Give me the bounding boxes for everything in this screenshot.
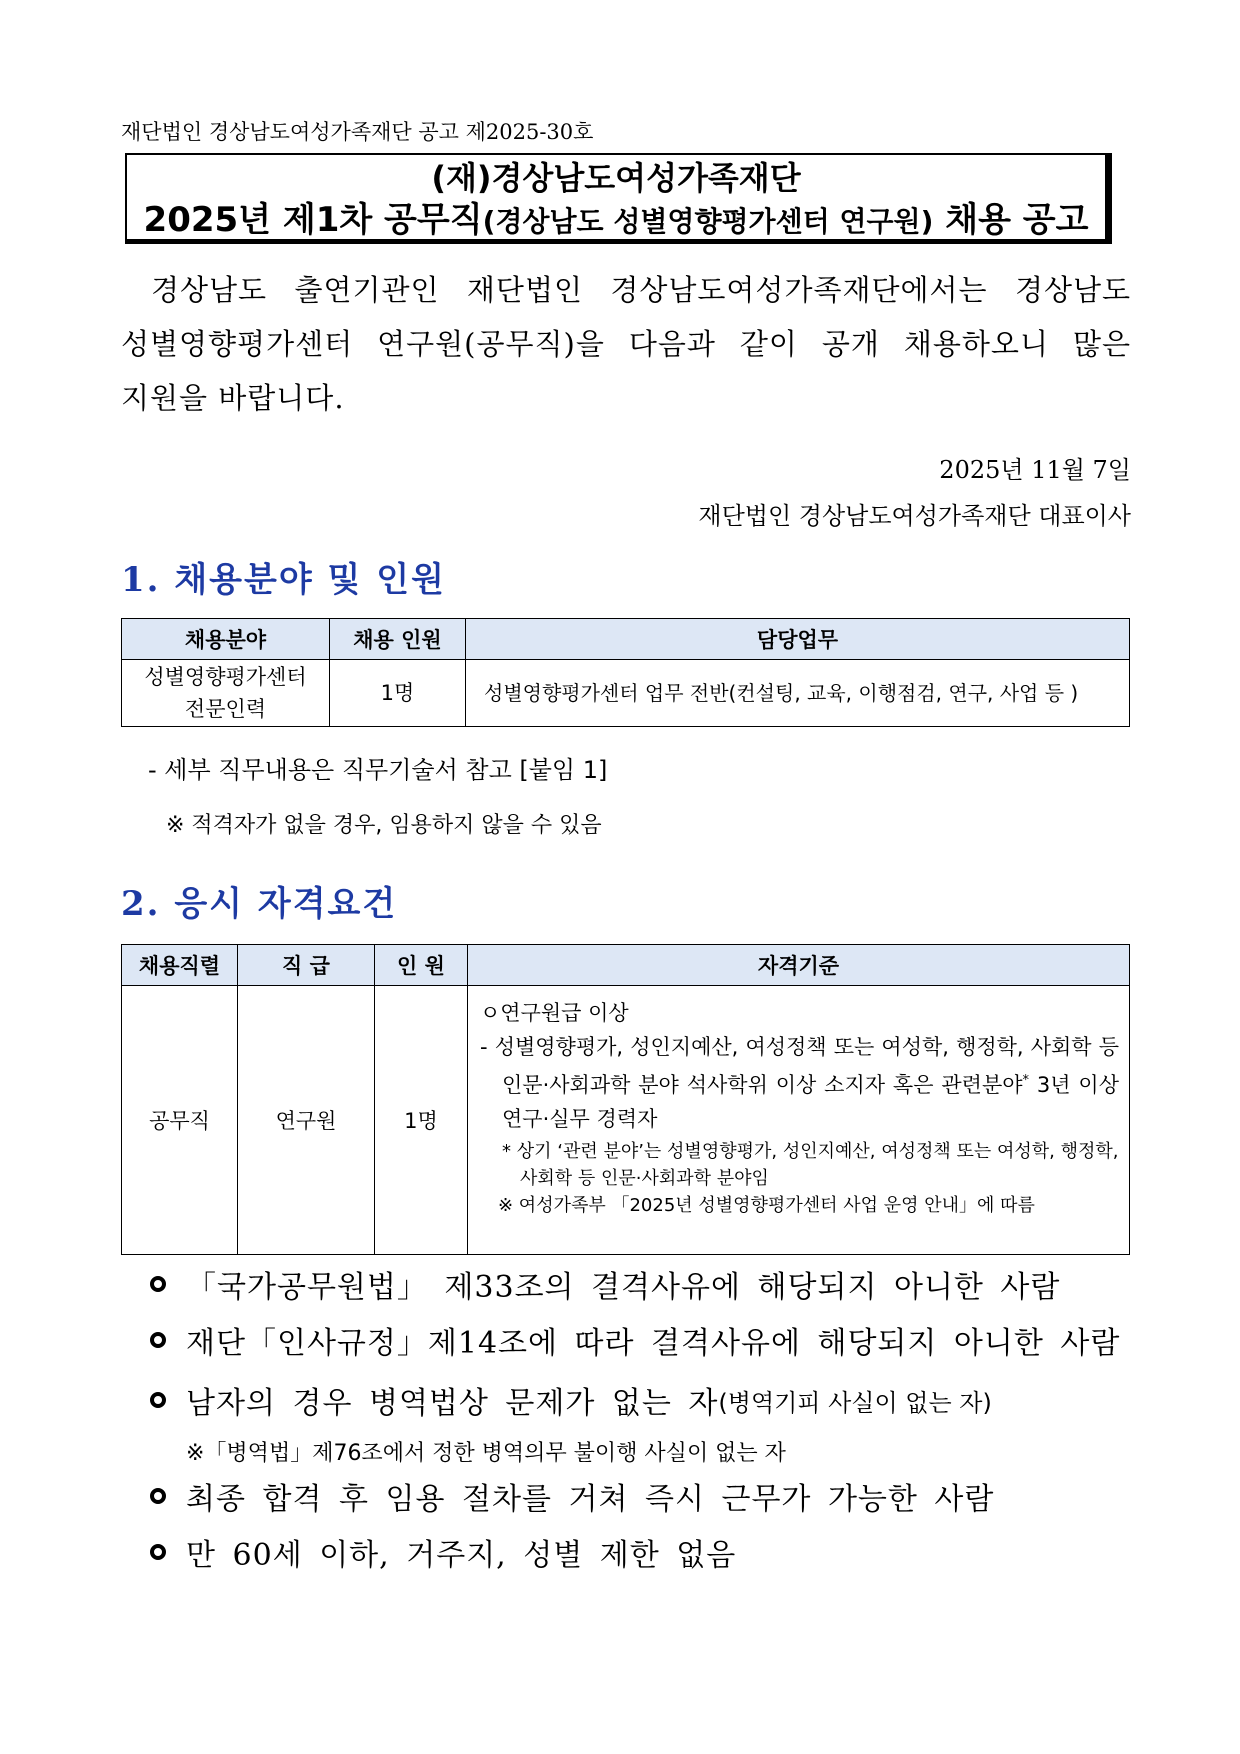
- title-box: [125, 153, 1112, 244]
- requirement-text: 재단「인사규정」제14조에 따라 결격사유에 해당되지 아니한 사람: [186, 1326, 1121, 1361]
- count-cell: 1명: [330, 660, 466, 727]
- circle-bullet-icon: [150, 1276, 166, 1292]
- series-cell: 공무직: [122, 986, 238, 1255]
- header-count: 채용 인원: [330, 619, 466, 660]
- circle-bullet-icon: [150, 1392, 166, 1408]
- notice-number: 재단법인 경상남도여성가족재단 공고 제2025-30호: [121, 120, 594, 144]
- signer: 재단법인 경상남도여성가족재단 대표이사: [698, 502, 1131, 530]
- qual-item-tail: 3년 이상 연구·실무 경력자: [502, 1073, 1119, 1131]
- section-1-title: 1. 채용분야 및 인원: [121, 560, 446, 600]
- requirement-text: 최종 합격 후 임용 절차를 거쳐 즉시 근무가 가능한 사람: [186, 1482, 995, 1517]
- requirement-bullet: [150, 1530, 736, 1574]
- table-header-row: [122, 619, 1130, 660]
- title-line-2-b: (경상남도 성별영향평가센터 연구원): [482, 205, 934, 238]
- count-cell: 1명: [375, 986, 468, 1255]
- field-line-1: 성별영향평가센터: [144, 665, 307, 689]
- section-2-title: 2. 응시 자격요건: [121, 884, 398, 924]
- title-line-1: (재)경상남도여성가족재단: [431, 159, 801, 197]
- intro-line-3: 지원을 바랍니다.: [121, 381, 345, 415]
- qualification-table: [121, 944, 1130, 1255]
- qual-sub-note: * 상기 ‘관련 분야’는 성별영향평가, 성인지예산, 여성정책 또는 여성학, 행정학, 사회학 등 인문·사회과학 분야임: [502, 1141, 1119, 1189]
- header-field: 채용분야: [122, 619, 330, 660]
- requirement-text: 만 60세 이하, 거주지, 성별 제한 없음: [186, 1538, 737, 1573]
- intro-line-2: 성별영향평가센터 연구원(공무직)을 다음과 같이 공개 채용하오니 많은: [121, 327, 1131, 361]
- table-row: [122, 986, 1130, 1255]
- requirement-bullet: [150, 1318, 1120, 1362]
- table-row: [122, 660, 1130, 727]
- qual-item-sup: *: [1022, 1073, 1030, 1088]
- header-qualification: 자격기준: [468, 945, 1130, 986]
- title-line-2-c: 채용 공고: [933, 200, 1089, 240]
- qual-head: ㅇ연구원급 이상: [480, 1001, 629, 1025]
- header-grade: 직 급: [238, 945, 375, 986]
- requirement-bullet: [150, 1262, 1060, 1306]
- notice-date: 2025년 11월 7일: [939, 456, 1131, 484]
- circle-bullet-icon: [150, 1332, 166, 1348]
- duty-cell: 성별영향평가센터 업무 전반(컨설팅, 교육, 이행점검, 연구, 사업 등 ): [466, 660, 1130, 727]
- qual-item: [480, 1030, 1119, 1136]
- military-note: ※「병역법」제76조에서 정한 병역의무 불이행 사실이 없는 자: [186, 1441, 786, 1466]
- circle-bullet-icon: [150, 1544, 166, 1560]
- title-line-2-a: 2025년 제1차 공무직: [143, 200, 483, 240]
- qualification-cell: [468, 986, 1130, 1255]
- requirement-text: 「국가공무원법」 제33조의 결격사유에 해당되지 아니한 사람: [186, 1270, 1061, 1305]
- requirement-text: 남자의 경우 병역법상 문제가 없는 자: [186, 1386, 719, 1421]
- requirement-bullet: [150, 1378, 992, 1422]
- requirement-bullet: [150, 1474, 994, 1518]
- header-duty: 담당업무: [466, 619, 1130, 660]
- section-1-note-1: - 세부 직무내용은 직무기술서 참고 [붙임 1]: [148, 756, 608, 784]
- title-line-2: [127, 198, 1105, 244]
- table-header-row: [122, 945, 1130, 986]
- section-1-note-2: ※ 적격자가 없을 경우, 임용하지 않을 수 있음: [166, 813, 602, 838]
- header-count: 인 원: [375, 945, 468, 986]
- field-cell: [122, 660, 330, 727]
- header-series: 채용직렬: [122, 945, 238, 986]
- qual-item-text: - 성별영향평가, 성인지예산, 여성정책 또는 여성학, 행정학, 사회학 등 인문·사회과학 분야 석사학위 이상 소지자 혹은 관련분야: [480, 1035, 1119, 1097]
- grade-cell: 연구원: [238, 986, 375, 1255]
- recruitment-table: [121, 618, 1130, 727]
- qual-sub-note-2: ※ 여성가족부 「2025년 성별영향평가센터 사업 운영 안내」에 따름: [498, 1195, 1035, 1216]
- requirement-suffix: (병역기피 사실이 없는 자): [718, 1388, 992, 1417]
- circle-bullet-icon: [150, 1488, 166, 1504]
- intro-line-1: 경상남도 출연기관인 재단법인 경상남도여성가족재단에서는 경상남도: [151, 273, 1131, 307]
- field-line-2: 전문인력: [184, 697, 267, 721]
